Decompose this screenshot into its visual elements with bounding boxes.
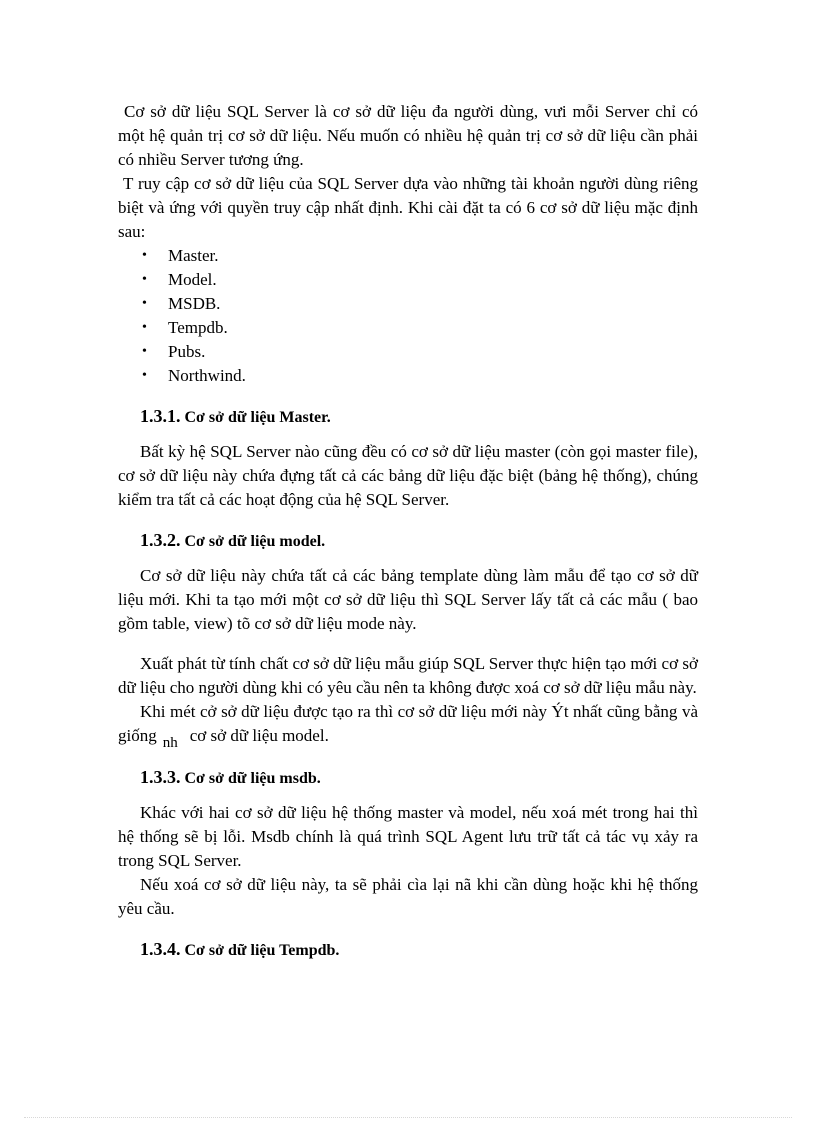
section-number: 1.3.3. (140, 767, 181, 787)
model-paragraph-3: Khi mét cở sở dữ liệu được tạo ra thì cơ sở dữ liệu mới này Ýt nhất cũng bằng và giống nh cơ sở dữ liệu model. (118, 702, 698, 751)
bullet-icon: • (142, 272, 147, 287)
section-title: Cơ sở dữ liệu Tempdb. (184, 942, 340, 959)
section-heading-model (118, 528, 698, 554)
default-database-list (118, 244, 698, 388)
bullet-icon: • (142, 368, 147, 383)
model-paragraph-2: Xuất phát từ tính chất cơ sở dữ liệu mẫu giúp SQL Server thực hiện tạo mới cơ sở dữ liệu cho người dùng khi có yêu cầu nên ta không được xoá cơ sở dữ liệu mẫu này. (118, 654, 698, 697)
msdb-paragraph-2: Nếu xoá cơ sở dữ liệu này, ta sẽ phải cìa lại nã khi cần dùng hoặc khi hệ thống yêu cầu. (118, 875, 698, 918)
section-heading-msdb (118, 765, 698, 791)
section-title: Cơ sở dữ liệu msdb. (184, 770, 321, 787)
bullet-icon: • (142, 320, 147, 335)
master-paragraph: Bất kỳ hệ SQL Server nào cũng đều có cơ sở dữ liệu master (còn gọi master file), cơ sở dữ liệu này chứa đựng tất cả các bảng dữ liệu đặc biệt (bảng hệ thống), chúng kiểm tra tất cả các hoạt động của hệ SQL Server. (118, 442, 698, 509)
bullet-icon: • (142, 344, 147, 359)
bullet-icon: • (142, 248, 147, 263)
section-heading-tempdb (118, 937, 698, 963)
stray-subscript: nh (162, 735, 178, 751)
section-title: Cơ sở dữ liệu Master. (184, 409, 331, 426)
list-item: • Tempdb. (142, 316, 698, 340)
section-title: Cơ sở dữ liệu model. (184, 533, 326, 550)
section-number: 1.3.2. (140, 530, 181, 550)
intro-paragraph-2: T ruy cập cơ sở dữ liệu của SQL Server dựa vào những tài khoản người dùng riêng biệt và ứng với quyền truy cập nhất định. Khi cài đặt ta có 6 cơ sở dữ liệu mặc định sau: (118, 174, 698, 241)
list-item: • MSDB. (142, 292, 698, 316)
bullet-icon: • (142, 296, 147, 311)
section-number: 1.3.4. (140, 939, 181, 959)
section-heading-master (118, 404, 698, 430)
intro-paragraph-1: Cơ sở dữ liệu SQL Server là cơ sở dữ liệu đa người dùng, vưi mỗi Server chỉ có một hệ quản trị cơ sở dữ liệu. Nếu muốn có nhiều hệ quản trị cơ sở dữ liệu cần phải có nhiều Server tương ứng. (118, 102, 698, 169)
section-number: 1.3.1. (140, 406, 181, 426)
page-footer-divider (24, 1117, 792, 1118)
list-item: • Master. (142, 244, 698, 268)
model-paragraph-1: Cơ sở dữ liệu này chứa tất cả các bảng template dùng làm mẫu để tạo cơ sở dữ liệu mới. Khi ta tạo mới một cơ sở dữ liệu thì SQL Server lấy tất cả các mẫu ( bao gồm table, view) tõ cơ sở dữ liệu mode này. (118, 566, 698, 633)
msdb-paragraph-1: Khác với hai cơ sở dữ liệu hệ thống master và model, nếu xoá mét trong hai thì hệ thống sẽ bị lỗi. Msdb chính là quá trình SQL Agent lưu trữ tất cả tác vụ xảy ra trong SQL Server. (118, 803, 698, 870)
list-item: • Model. (142, 268, 698, 292)
document-page (118, 100, 698, 963)
list-item: • Northwind. (142, 364, 698, 388)
list-item: • Pubs. (142, 340, 698, 364)
